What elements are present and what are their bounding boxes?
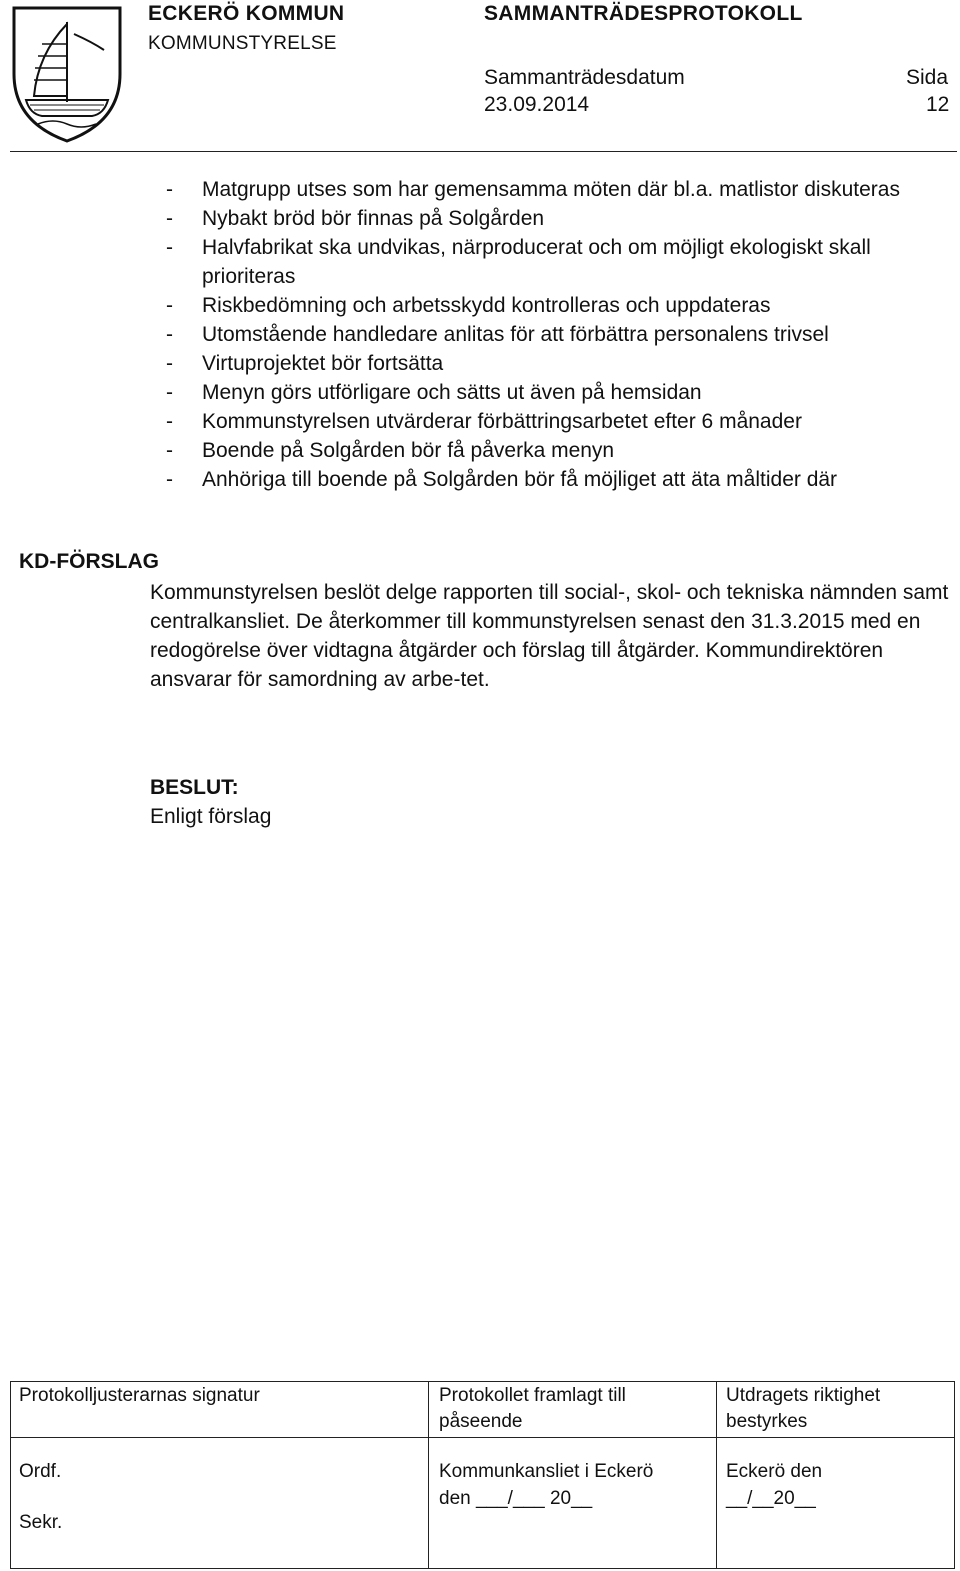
certification-date-field: __/__20__: [726, 1488, 816, 1509]
list-item: - Boende på Solgården bör få påverka menyn: [166, 436, 956, 465]
certification-column-title-2: bestyrkes: [726, 1411, 808, 1432]
bullet-dash: -: [166, 178, 173, 201]
list-item: - Matgrupp utses som har gemensamma möten där bl.a. matlistor diskuteras: [166, 175, 956, 204]
meeting-date-label: Sammanträdesdatum: [484, 66, 685, 89]
page-number: 12: [926, 93, 950, 116]
list-item: - Nybakt bröd bör finnas på Solgården: [166, 204, 956, 233]
bullet-dash: -: [166, 294, 173, 317]
header-divider: [10, 151, 957, 152]
board-name: KOMMUNSTYRELSE: [148, 33, 337, 54]
list-item: - Anhöriga till boende på Solgården bör få möjliget att äta måltider där: [166, 465, 956, 494]
bullet-dash: -: [166, 468, 173, 491]
display-column-title-2: påseende: [439, 1411, 523, 1432]
bullet-dash: -: [166, 439, 173, 462]
bullet-dash: -: [166, 381, 173, 404]
meeting-date: 23.09.2014: [484, 93, 590, 116]
kd-proposal-heading: KD-FÖRSLAG: [19, 550, 159, 573]
display-date-field: den ___/___ 20__: [439, 1488, 593, 1509]
kd-proposal-text: Kommunstyrelsen beslöt delge rapporten till social-, skol- och tekniska nämnden samt centralkansliet. De återkommer till kommunstyrelsen senast den 31.3.2015 med en redogörelse över vidtagna åtgärder och förslag till åtgärder. Kommundirektören ansvarar för samordning av arbe-tet.: [150, 581, 949, 691]
list-item: - Kommunstyrelsen utvärderar förbättringsarbetet efter 6 månader: [166, 407, 956, 436]
display-place: Kommunkansliet i Eckerö: [439, 1461, 654, 1482]
municipal-coat-of-arms: [8, 4, 126, 144]
bullet-dash: -: [166, 352, 173, 375]
list-item: - Halvfabrikat ska undvikas, närproducerat och om möjligt ekologiskt skall prioriteras: [166, 233, 956, 291]
bullet-dash: -: [166, 323, 173, 346]
bullet-dash: -: [166, 410, 173, 433]
secretary-signature-label: Sekr.: [19, 1512, 63, 1533]
certification-column-title: Utdragets riktighet: [726, 1385, 881, 1406]
list-item: - Virtuprojektet bör fortsätta: [166, 349, 956, 378]
bullet-dash: -: [166, 236, 173, 259]
organization-name: ECKERÖ KOMMUN: [148, 2, 345, 25]
certification-place: Eckerö den: [726, 1461, 823, 1482]
chair-signature-label: Ordf.: [19, 1461, 62, 1482]
bullet-dash: -: [166, 207, 173, 230]
document-type: SAMMANTRÄDESPROTOKOLL: [484, 2, 803, 25]
decision-heading: BESLUT:: [150, 776, 239, 799]
list-item: - Utomstående handledare anlitas för att förbättra personalens trivsel: [166, 320, 956, 349]
signature-column-title: Protokolljusterarnas signatur: [19, 1385, 260, 1406]
measures-list: [166, 175, 956, 494]
signature-table: [10, 1381, 955, 1569]
list-item: - Menyn görs utförligare och sätts ut även på hemsidan: [166, 378, 956, 407]
decision-text: Enligt förslag: [150, 805, 272, 828]
list-item: - Riskbedömning och arbetsskydd kontrolleras och uppdateras: [166, 291, 956, 320]
display-column-title: Protokollet framlagt till: [439, 1385, 626, 1406]
page-label: Sida: [906, 66, 949, 89]
